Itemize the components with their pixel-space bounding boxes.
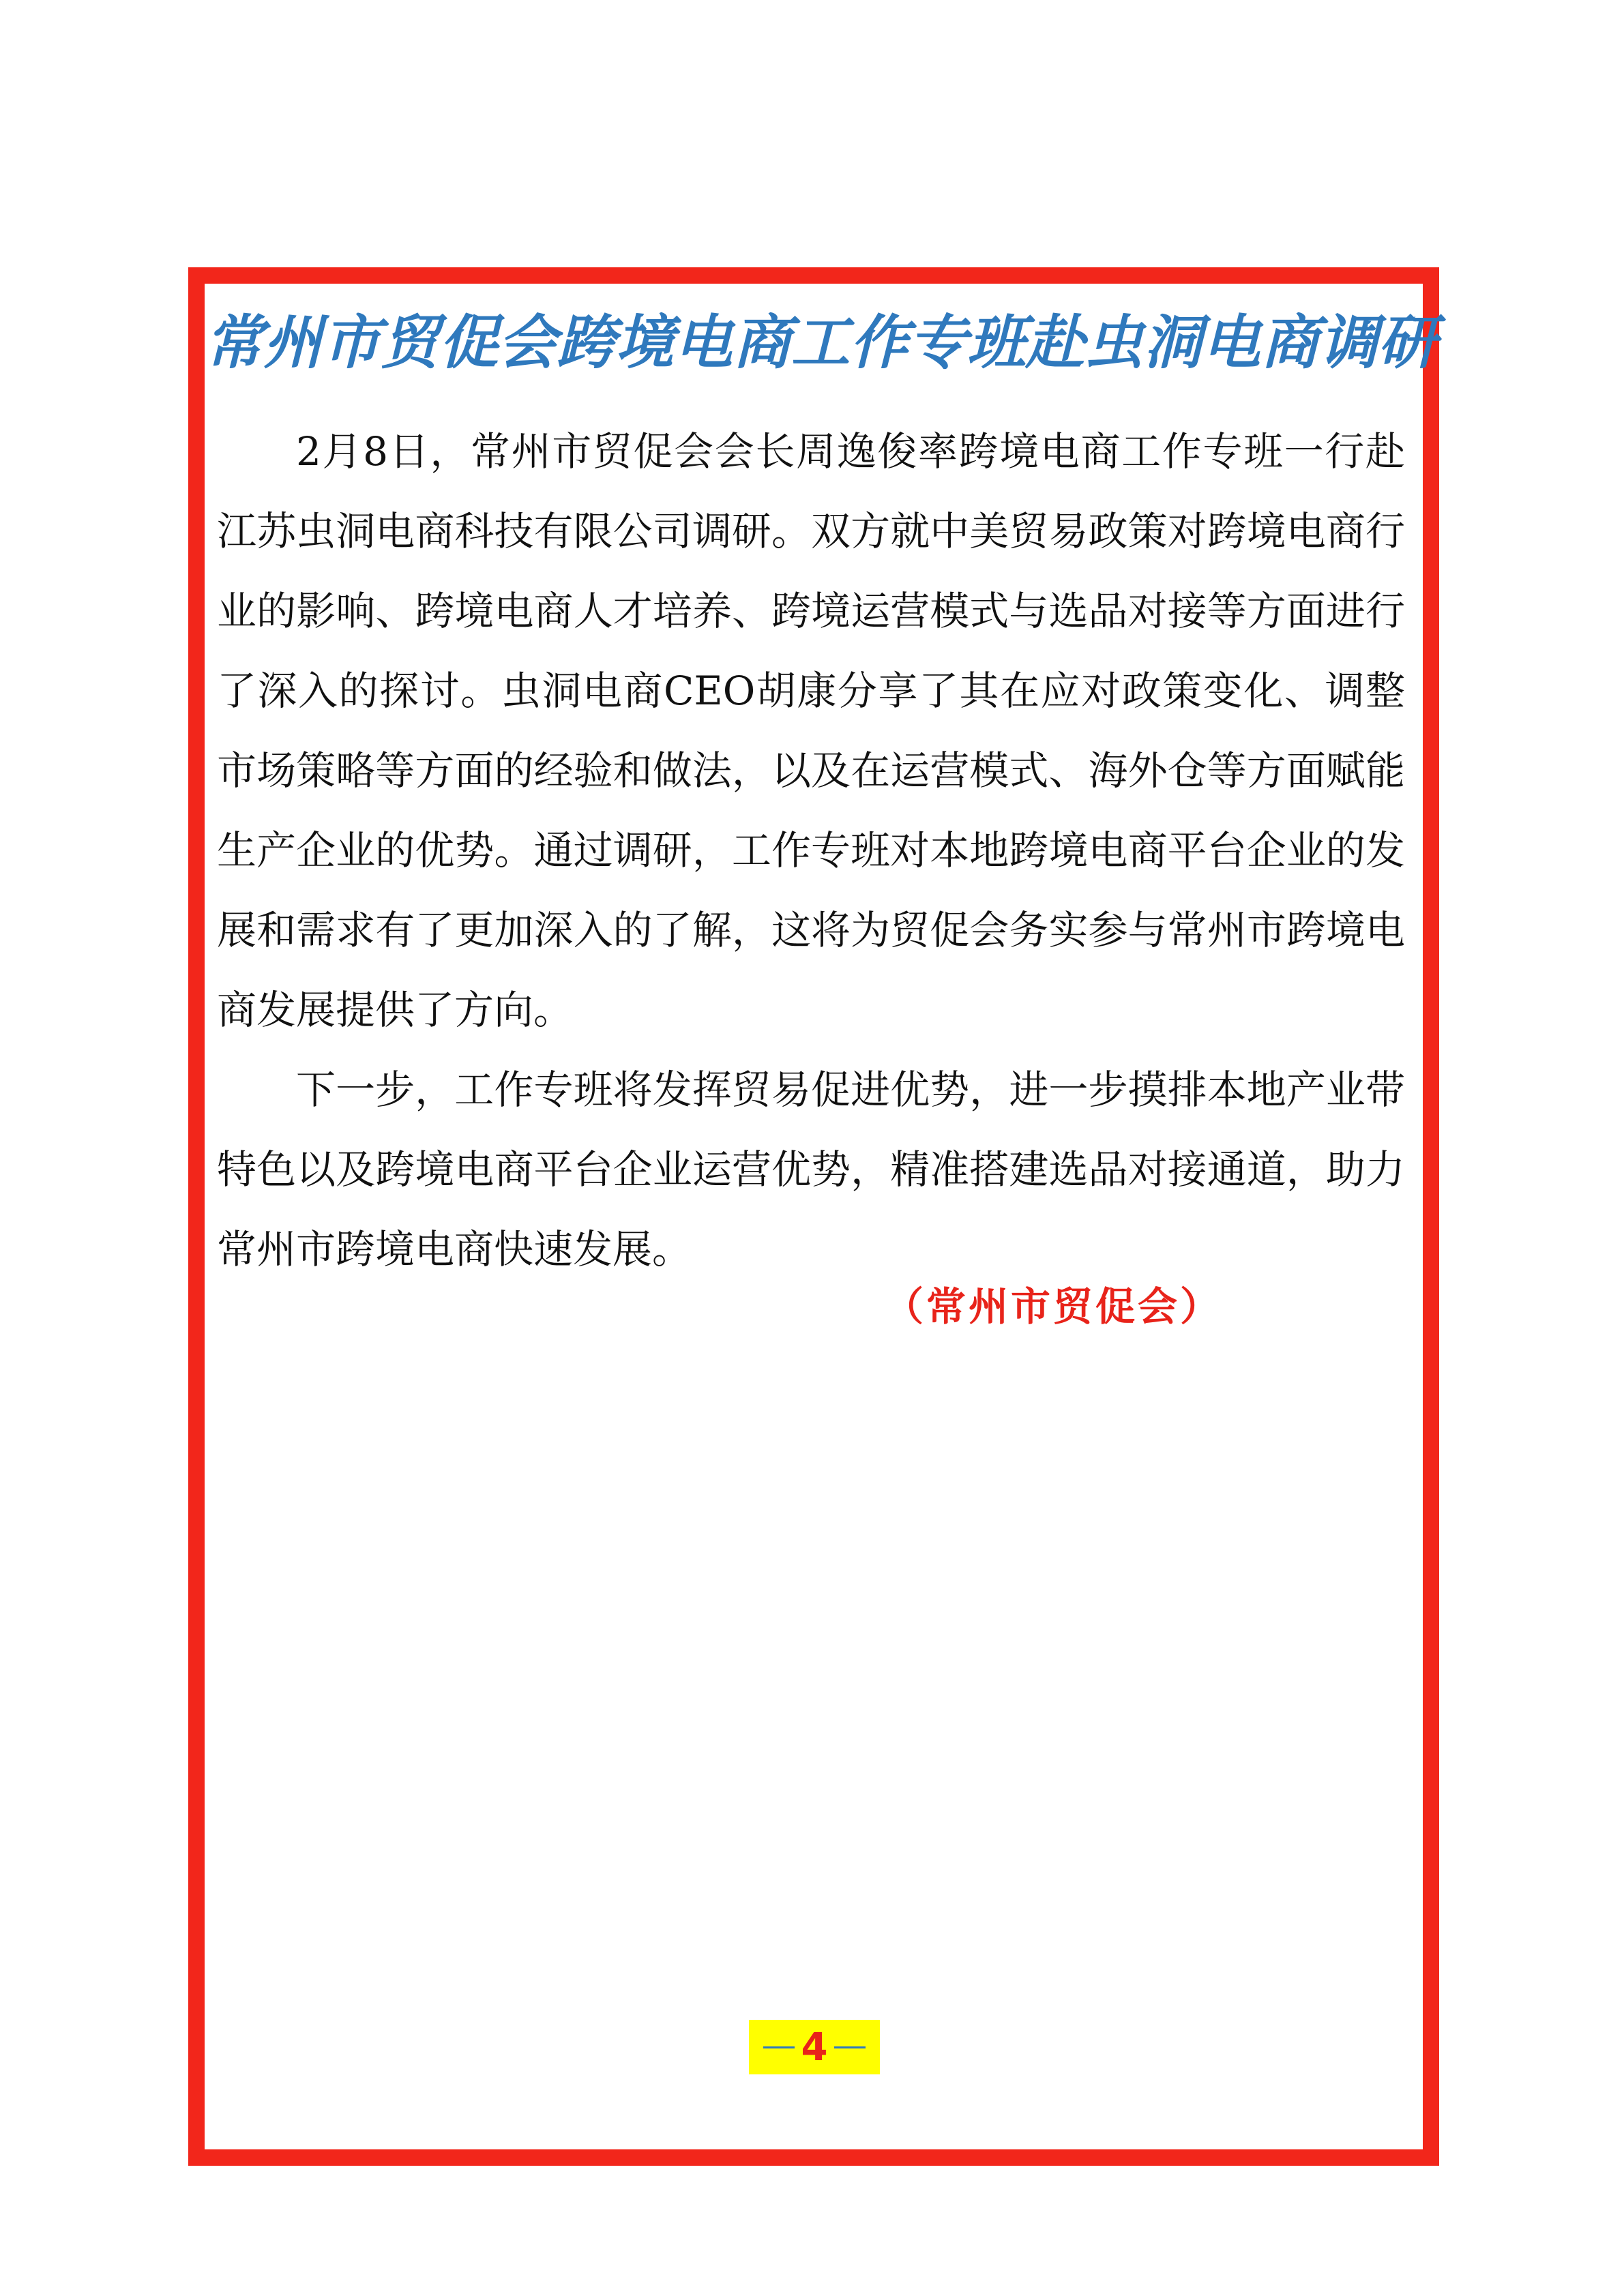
dash-right (834, 2046, 866, 2048)
article-signature: （常州市贸促会） (884, 1283, 1223, 1330)
dash-left (763, 2046, 795, 2048)
body-paragraph: 下一步，工作专班将发挥贸易促进优势，进一步摸排本地产业带特色以及跨境电商平台企业运营优势，精准搭建选品对接通道，助力常州市跨境电商快速发展。 (217, 1067, 1405, 1272)
article-body (217, 412, 1405, 1289)
body-paragraph: 2月8日，常州市贸促会会长周逸俊率跨境电商工作专班一行赴江苏虫洞电商科技有限公司调研。双方就中美贸易政策对跨境电商行业的影响、跨境电商人才培养、跨境运营模式与选品对接等方面进行了深入的探讨。虫洞电商CEO胡康分享了其在应对政策变化、调整市场策略等方面的经验和做法，以及在运营模式、海外仓等方面赋能生产企业的优势。通过调研，工作专班对本地跨境电商平台企业的发展和需求有了更加深入的了解，这将为贸促会务实参与常州市跨境电商发展提供了方向。 (217, 428, 1405, 1033)
page-number-badge (749, 2020, 880, 2074)
article-title: 常州市贸促会跨境电商工作专班赴虫洞电商调研 (205, 308, 1436, 377)
page-number: 4 (801, 2025, 828, 2070)
